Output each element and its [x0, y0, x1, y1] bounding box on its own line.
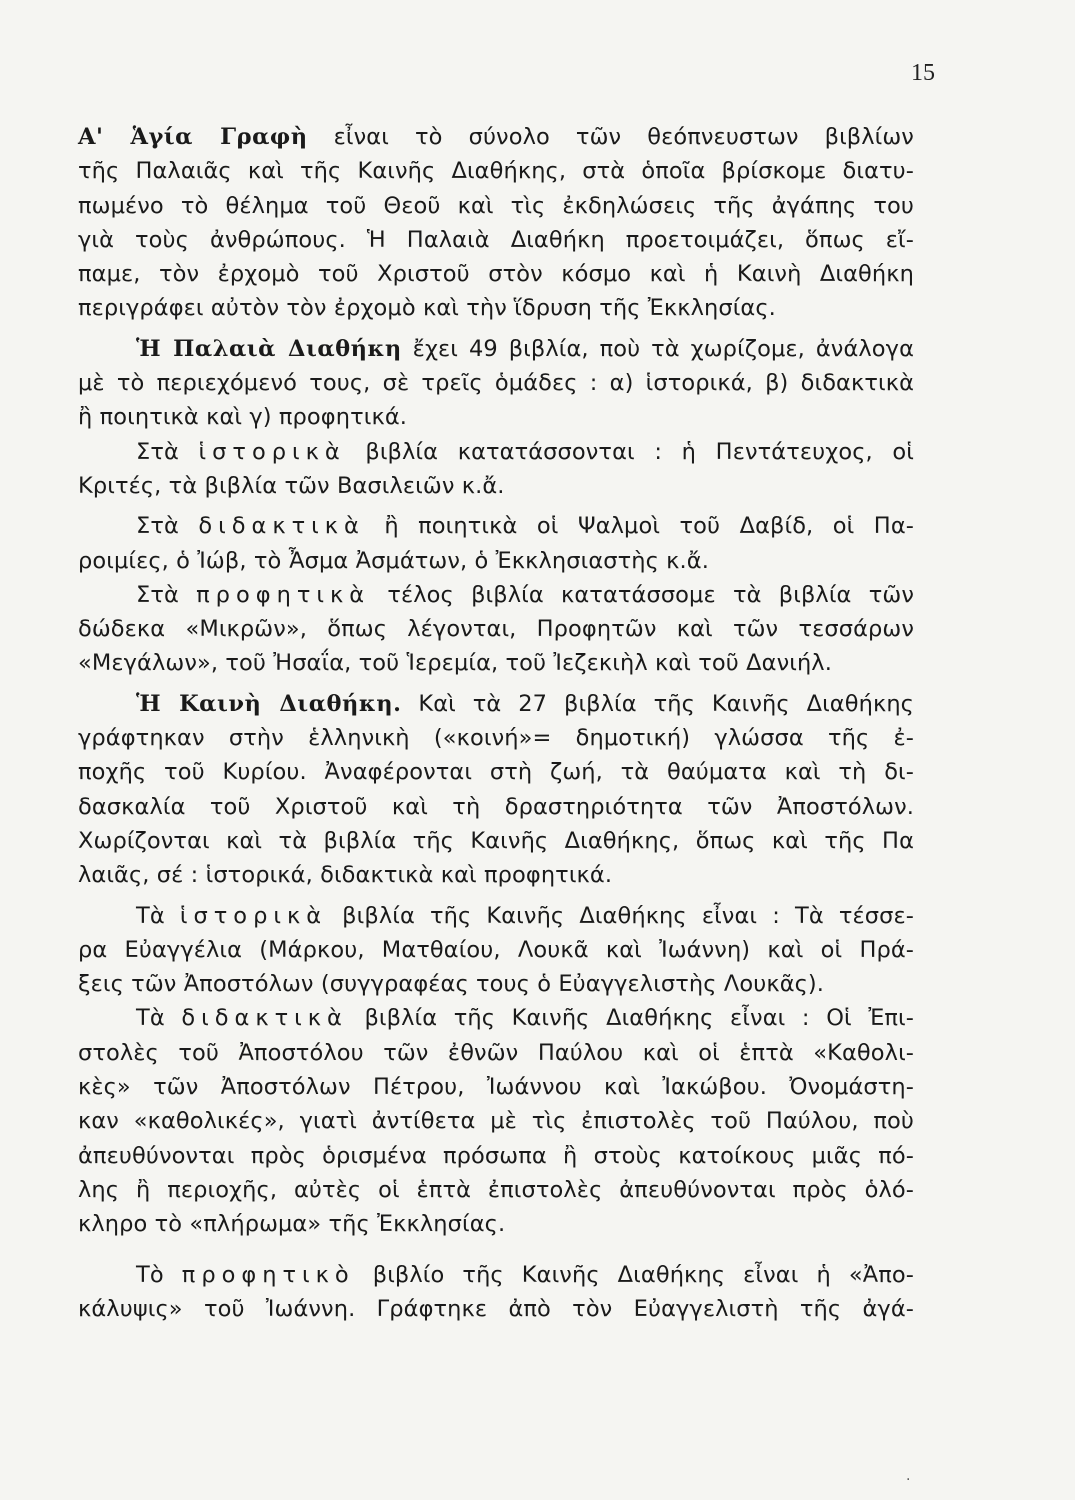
body-text [78, 120, 914, 1326]
text-line: Α' Ἁγία Γραφὴ εἶναι τὸ σύνολο τῶν θεόπνευστων βιβλίων [78, 124, 914, 150]
text-line: τῆς Παλαιᾶς καὶ τῆς Καινῆς Διαθήκης, στὰ ὁποῖα βρίσκομε διατυ- [78, 158, 914, 185]
text-line: καν «καθολικές», γιατὶ ἀντίθετα μὲ τὶς ἐπιστολὲς τοῦ Παύλου, ποὺ [78, 1108, 914, 1135]
text-line: γιὰ τοὺς ἀνθρώπους. Ἡ Παλαιὰ Διαθήκη προετοιμάζει, ὅπως εἴ- [78, 226, 914, 253]
text-line: λαιᾶς, σέ : ἱστορικά, διδακτικὰ καὶ προφητικά. [78, 862, 613, 889]
subsection-heading: Ἡ Παλαιὰ Διαθήκη [136, 335, 402, 362]
text-line: Τὰ ἱστορικὰ βιβλία τῆς Καινῆς Διαθήκης εἶναι : Τὰ τέσσε- [136, 902, 914, 929]
paragraph-old-testament [78, 332, 914, 435]
text-line: ροιμίες, ὁ Ἰώβ, τὸ Ἆσμα Ἀσμάτων, ὁ Ἐκκλησιαστὴς κ.ἄ. [78, 547, 709, 574]
section-heading: Ἁγία Γραφὴ [130, 124, 308, 150]
text-line: περιγράφει αὐτὸν τὸν ἐρχομὸ καὶ τὴν ἵδρυση τῆς Ἐκκλησίας. [78, 295, 776, 322]
stray-mark: · [906, 1472, 911, 1488]
text-line: δώδεκα «Μικρῶν», ὅπως λέγονται, Προφητῶν καὶ τῶν τεσσάρων [78, 616, 914, 643]
text-line: Στὰ διδακτικὰ ἢ ποιητικὰ οἱ Ψαλμοὶ τοῦ Δαβίδ, οἱ Πα- [136, 513, 914, 540]
text-line: Κριτές, τὰ βιβλία τῶν Βασιλειῶν κ.ἄ. [78, 472, 505, 499]
text-line: κὲς» τῶν Ἀποστόλων Πέτρου, Ἰωάννου καὶ Ἰακώβου. Ὀνομάστη- [78, 1074, 914, 1101]
text-line: Ἡ Παλαιὰ Διαθήκη ἔχει 49 βιβλία, ποὺ τὰ χωρίζομε, ἀνάλογα [136, 335, 914, 362]
text-line: στολὲς τοῦ Ἀποστόλου τῶν ἐθνῶν Παύλου καὶ οἱ ἑπτὰ «Καθολι- [78, 1039, 914, 1066]
emphasized-term: προφητικὰ [196, 581, 371, 608]
text-line: Τὸ προφητικὸ βιβλίο τῆς Καινῆς Διαθήκης εἶναι ἡ «Ἀπο- [136, 1261, 914, 1288]
paragraph-prophetic-nt [78, 1258, 914, 1327]
text-line: Χωρίζονται καὶ τὰ βιβλία τῆς Καινῆς Διαθήκης, ὅπως καὶ τῆς Πα [78, 827, 914, 854]
paragraph-didactic-ot [78, 509, 914, 578]
text-line: πωμένο τὸ θέλημα τοῦ Θεοῦ καὶ τὶς ἐκδηλώσεις τῆς ἀγάπης του [78, 192, 914, 219]
text-line: «Μεγάλων», τοῦ Ἠσαΐα, τοῦ Ἱερεμία, τοῦ Ἰεζεκιὴλ καὶ τοῦ Δανιήλ. [78, 650, 832, 677]
text-line: μὲ τὸ περιεχόμενό τους, σὲ τρεῖς ὁμάδες : α) ἱστορικά, β) διδακτικὰ [78, 370, 914, 397]
text-line: Στὰ προφητικὰ τέλος βιβλία κατατάσσομε τὰ βιβλία τῶν [136, 581, 914, 608]
section-label: Α' [78, 124, 131, 150]
emphasized-term: διδακτικὰ [181, 1005, 348, 1032]
paragraph-historical-nt [78, 899, 914, 1002]
text-line: Ἡ Καινὴ Διαθήκη. Καὶ τὰ 27 βιβλία τῆς Καινῆς Διαθήκης [136, 690, 914, 717]
emphasized-term: διδακτικὰ [198, 513, 365, 540]
text-line: Στὰ ἱστορικὰ βιβλία κατατάσσονται : ἡ Πεντάτευχος, οἱ [136, 438, 914, 465]
text-line: ἢ ποιητικὰ καὶ γ) προφητικά. [78, 404, 408, 431]
paragraph-prophetic-ot [78, 578, 914, 681]
text-line: κληρο τὸ «πλήρωμα» τῆς Ἐκκλησίας. [78, 1211, 506, 1238]
text-line: ἀπευθύνονται πρὸς ὁρισμένα πρόσωπα ἢ στοὺς κατοίκους μιᾶς πό- [78, 1142, 914, 1169]
text-line: Τὰ διδακτικὰ βιβλία τῆς Καινῆς Διαθήκης εἶναι : Οἱ Ἐπι- [136, 1005, 914, 1032]
text-line: δασκαλία τοῦ Χριστοῦ καὶ τὴ δραστηριότητα τῶν Ἀποστόλων. [78, 793, 914, 820]
text-line: κάλυψις» τοῦ Ἰωάννη. Γράφτηκε ἀπὸ τὸν Εὐαγγελιστὴ τῆς ἀγά- [78, 1295, 914, 1322]
emphasized-term: ἱστορικὰ [198, 438, 346, 465]
text-line: παμε, τὸν ἐρχομὸ τοῦ Χριστοῦ στὸν κόσμο καὶ ἡ Καινὴ Διαθήκη [78, 261, 914, 288]
text-line: γράφτηκαν στὴν ἑλληνικὴ («κοινή»= δημοτική) γλώσσα τῆς ἐ- [78, 725, 914, 752]
paragraph-new-testament [78, 687, 914, 893]
paragraph-didactic-nt [78, 1001, 914, 1241]
paragraph-holy-scripture [78, 120, 914, 326]
page-number: 15 [911, 60, 935, 86]
emphasized-term: προφητικὸ [181, 1261, 355, 1288]
text-line: ρα Εὐαγγέλια (Μάρκου, Ματθαίου, Λουκᾶ καὶ Ἰωάννη) καὶ οἱ Πρά- [78, 936, 914, 963]
paragraph-historical-ot [78, 435, 914, 504]
text-line: λης ἢ περιοχῆς, αὐτὲς οἱ ἑπτὰ ἐπιστολὲς ἀπευθύνονται πρὸς ὁλό- [78, 1176, 914, 1203]
subsection-heading: Ἡ Καινὴ Διαθήκη. [136, 690, 402, 717]
text-line: ποχῆς τοῦ Κυρίου. Ἀναφέρονται στὴ ζωή, τὰ θαύματα καὶ τὴ δι- [78, 759, 914, 786]
emphasized-term: ἱστορικὰ [179, 902, 328, 929]
text-line: ξεις τῶν Ἀποστόλων (συγγραφέας τους ὁ Εὐαγγελιστὴς Λουκᾶς). [78, 971, 825, 998]
